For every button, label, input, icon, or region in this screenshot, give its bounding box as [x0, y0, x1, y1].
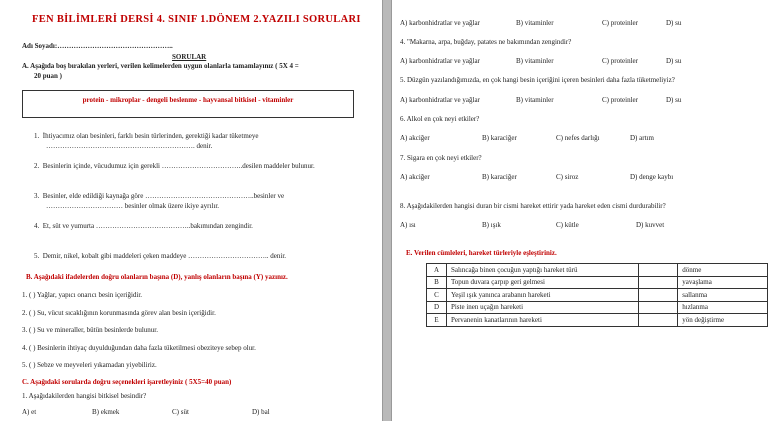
- match-letter: E: [427, 314, 447, 327]
- match-letter: A: [427, 264, 447, 277]
- q4-option-b: B) vitaminler: [516, 57, 554, 65]
- q2-option-a: A) karbonhidratlar ve yağlar: [400, 19, 480, 27]
- c-question-1-option-a: A) et: [22, 408, 37, 416]
- question-8: 8. Aşağıdakilerden hangisi duran bir cismi hareket ettirir yada hareket eden cismi durdurabilir?: [400, 202, 666, 210]
- q4-option-c: C) proteinler: [602, 57, 638, 65]
- word-bank-box: [22, 90, 354, 118]
- q5-option-c: C) proteinler: [602, 96, 638, 104]
- fill-question-3: 3. Besinler, elde edildiği kaynağa göre ………………………………………..besinler ve: [34, 192, 285, 200]
- fill-question-2: 2. Besinlerin içinde, vücudumuz için gerekli ……………………………..desilen maddeler bulunur.: [34, 162, 315, 170]
- c-question-1-option-c: C) süt: [172, 408, 189, 416]
- q4-option-d: D) su: [666, 57, 682, 65]
- match-sentence: Salıncağa binen çocuğun yaptığı hareket türü: [446, 264, 638, 277]
- q7-option-d: D) denge kaybı: [630, 173, 674, 181]
- q8-option-b: B) ışık: [482, 221, 501, 229]
- match-motion-type: hızlanma: [678, 301, 768, 314]
- tf-question-2: 2. ( ) Su, vücut sıcaklığının korunmasında görev alan besin içeriğidir.: [22, 309, 216, 317]
- q5-option-b: B) vitaminler: [516, 96, 554, 104]
- match-letter: D: [427, 301, 447, 314]
- match-motion-type: yavaşlama: [678, 276, 768, 289]
- q2-option-b: B) vitaminler: [516, 19, 554, 27]
- match-motion-type: yön değiştirme: [678, 314, 768, 327]
- match-letter: B: [427, 276, 447, 289]
- q2-option-d: D) su: [666, 19, 682, 27]
- matching-table: [426, 263, 768, 327]
- match-sentence: Topun duvara çarpıp geri gelmesi: [446, 276, 638, 289]
- fill-question-1: 1. İhtiyacımız olan besinleri, farklı besin türlerinden, gerektiği kadar tüketmeye: [34, 132, 259, 140]
- sorular-heading: SORULAR: [172, 53, 207, 61]
- c-question-1-option-d: D) bal: [252, 408, 270, 416]
- section-a-points: 20 puan ): [34, 72, 63, 80]
- c-question-1: 1. Aşağıdakilerden hangisi bitkisel besindir?: [22, 392, 147, 400]
- match-answer-cell[interactable]: [638, 289, 678, 302]
- match-answer-cell[interactable]: [638, 314, 678, 327]
- q6-option-b: B) karaciğer: [482, 134, 517, 142]
- q5-option-d: D) su: [666, 96, 682, 104]
- q7-option-b: B) karaciğer: [482, 173, 517, 181]
- table-row: [427, 264, 768, 277]
- tf-question-5: 5. ( ) Sebze ve meyveleri yıkamadan yiyebiliriz.: [22, 361, 157, 369]
- left-page: [0, 0, 382, 421]
- q7-option-c: C) siroz: [556, 173, 579, 181]
- q7-option-a: A) akciğer: [400, 173, 430, 181]
- tf-question-3: 3. ( ) Su ve mineraller, bütün besinlerde bulunur.: [22, 326, 158, 334]
- tf-question-4: 4. ( ) Besinlerin ihtiyaç duyulduğundan daha fazla tüketilmesi obeziteye sebep olur.: [22, 344, 256, 352]
- q4-option-a: A) karbonhidratlar ve yağlar: [400, 57, 480, 65]
- match-answer-cell[interactable]: [638, 301, 678, 314]
- section-e-instruction: E. Verilen cümleleri, hareket türleriyle eşleştiriniz.: [406, 249, 557, 257]
- c-question-1-option-b: B) ekmek: [92, 408, 120, 416]
- name-line: Adı Soyadı:…………………………………………..: [22, 42, 173, 50]
- match-sentence: Yeşil ışık yanınca arabanın hareketi: [446, 289, 638, 302]
- q8-option-a: A) ısı: [400, 221, 416, 229]
- match-letter: C: [427, 289, 447, 302]
- table-row: [427, 276, 768, 289]
- word-bank: protein - mikroplar - dengeli beslenme - hayvansal bitkisel - vitaminler: [82, 96, 294, 104]
- table-row: [427, 314, 768, 327]
- match-motion-type: dönme: [678, 264, 768, 277]
- match-answer-cell[interactable]: [638, 264, 678, 277]
- fill-question-1-line2: ………………………………………………………. denir.: [46, 142, 213, 150]
- right-page: [392, 0, 768, 421]
- q2-option-c: C) proteinler: [602, 19, 638, 27]
- section-b-instruction: B. Aşağıdaki ifadelerden doğru olanların başına (D), yanlış olanların başına (Y) yazınız.: [26, 273, 288, 281]
- q8-option-d: D) kuvvet: [636, 221, 665, 229]
- match-answer-cell[interactable]: [638, 276, 678, 289]
- fill-question-5: 5. Demir, nikel, kobalt gibi maddeleri çeken maddeye …………………………….. denir.: [34, 252, 287, 260]
- q6-option-d: D) artım: [630, 134, 654, 142]
- q6-option-a: A) akciğer: [400, 134, 430, 142]
- table-row: [427, 289, 768, 302]
- table-row: [427, 301, 768, 314]
- page-title: FEN BİLİMLERİ DERSİ 4. SINIF 1.DÖNEM 2.YAZILI SORULARI: [32, 14, 361, 25]
- tf-question-1: 1. ( ) Yağlar, yapıcı onarıcı besin içeriğidir.: [22, 291, 143, 299]
- match-motion-type: sallanma: [678, 289, 768, 302]
- question-6: 6. Alkol en çok neyi etkiler?: [400, 115, 480, 123]
- q8-option-c: C) kütle: [556, 221, 579, 229]
- match-sentence: Pervanenin kanatlarının hareketi: [446, 314, 638, 327]
- page-gutter: [382, 0, 392, 421]
- fill-question-3-line2: …………………………… besinler olmak üzere ikiye ayrılır.: [46, 202, 220, 210]
- fill-question-4: 4. Et, süt ve yumurta …………………………………..bakımından zengindir.: [34, 222, 253, 230]
- section-a-instruction: A. Aşağıda boş bırakılan yerleri, verilen kelimelerden uygun olanlarla tamamlayınız ( 5X 4 =: [22, 62, 299, 70]
- section-c-instruction: C. Aşağıdaki sorularda doğru seçenekleri işaretleyiniz ( 5X5=40 puan): [22, 378, 232, 386]
- question-4: 4. "Makarna, arpa, buğday, patates ne bakımından zengindir?: [400, 38, 572, 46]
- question-5: 5. Düzgün yazılandığımızda, en çok hangi besin içeriğini içeren besinleri daha fazla tüketmeliyiz?: [400, 76, 675, 84]
- question-7: 7. Sigara en çok neyi etkiler?: [400, 154, 482, 162]
- q6-option-c: C) nefes darlığı: [556, 134, 600, 142]
- match-sentence: Piste inen uçağın hareketi: [446, 301, 638, 314]
- q5-option-a: A) karbonhidratlar ve yağlar: [400, 96, 480, 104]
